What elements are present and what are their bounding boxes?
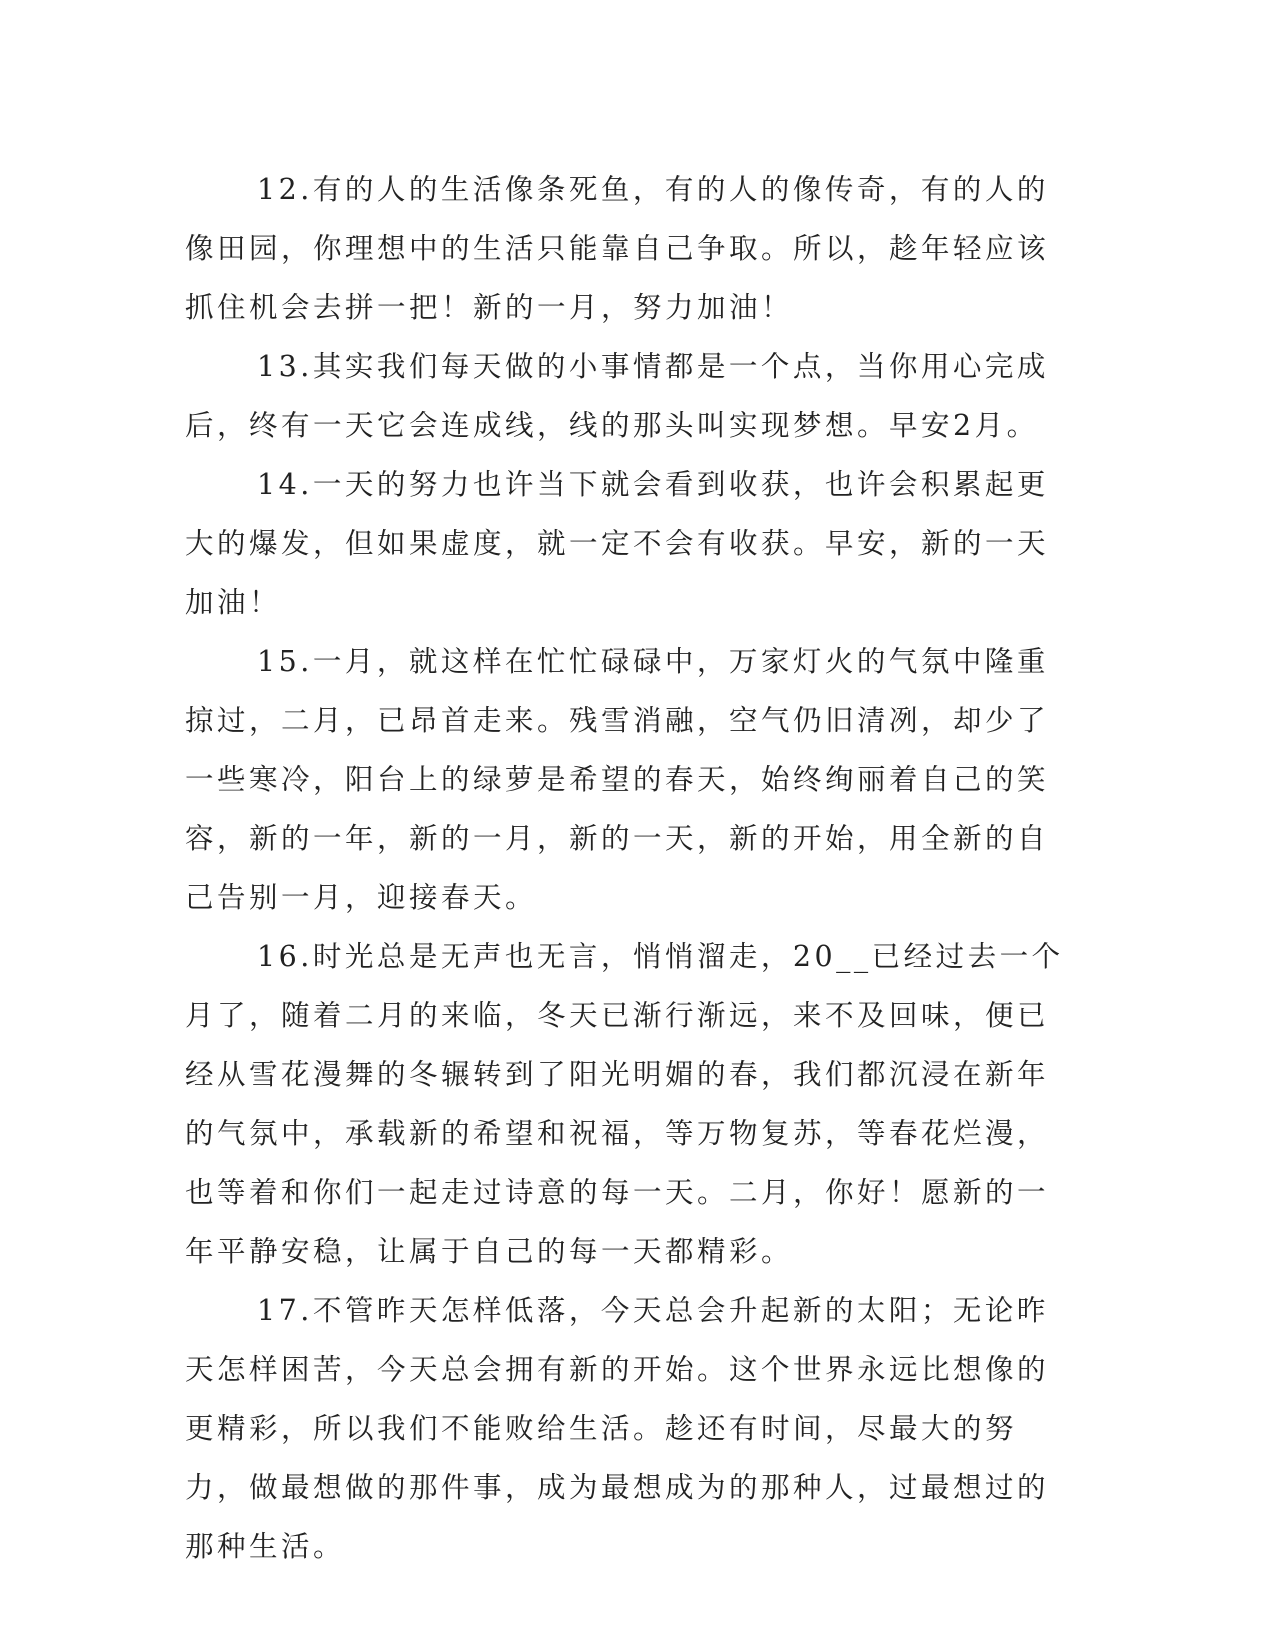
paragraph-16: 16.时光总是无声也无言，悄悄溜走，20__已经过去一个月了，随着二月的来临，冬天已渐行渐远，来不及回味，便已经从雪花漫舞的冬辗转到了阳光明媚的春，我们都沉浸在新年的气氛中，承载新的希望和祝福，等万物复苏，等春花烂漫，也等着和你们一起走过诗意的每一天。二月，你好！愿新的一年平静安稳，让属于自己的每一天都精彩。 xyxy=(185,940,1064,1268)
paragraph-12: 12.有的人的生活像条死鱼，有的人的像传奇，有的人的像田园，你理想中的生活只能靠自己争取。所以，趁年轻应该抓住机会去拼一把！新的一月，努力加油！ xyxy=(185,173,1050,324)
paragraph-15: 15.一月，就这样在忙忙碌碌中，万家灯火的气氛中隆重掠过，二月，已昂首走来。残雪消融，空气仍旧清冽，却少了一些寒冷，阳台上的绿萝是希望的春天，始终绚丽着自己的笑容，新的一年，新的一月，新的一天，新的开始，用全新的自己告别一月，迎接春天。 xyxy=(185,645,1050,914)
document-body xyxy=(185,160,1065,1576)
paragraph-13: 13.其实我们每天做的小事情都是一个点，当你用心完成后，终有一天它会连成线，线的那头叫实现梦想。早安2月。 xyxy=(185,350,1049,442)
paragraph-14: 14.一天的努力也许当下就会看到收获，也许会积累起更大的爆发，但如果虚度，就一定不会有收获。早安，新的一天加油！ xyxy=(185,468,1050,619)
paragraph-17: 17.不管昨天怎样低落，今天总会升起新的太阳；无论昨天怎样困苦，今天总会拥有新的开始。这个世界永远比想像的更精彩，所以我们不能败给生活。趁还有时间，尽最大的努力，做最想做的那件事，成为最想成为的那种人，过最想过的那种生活。 xyxy=(185,1294,1050,1563)
